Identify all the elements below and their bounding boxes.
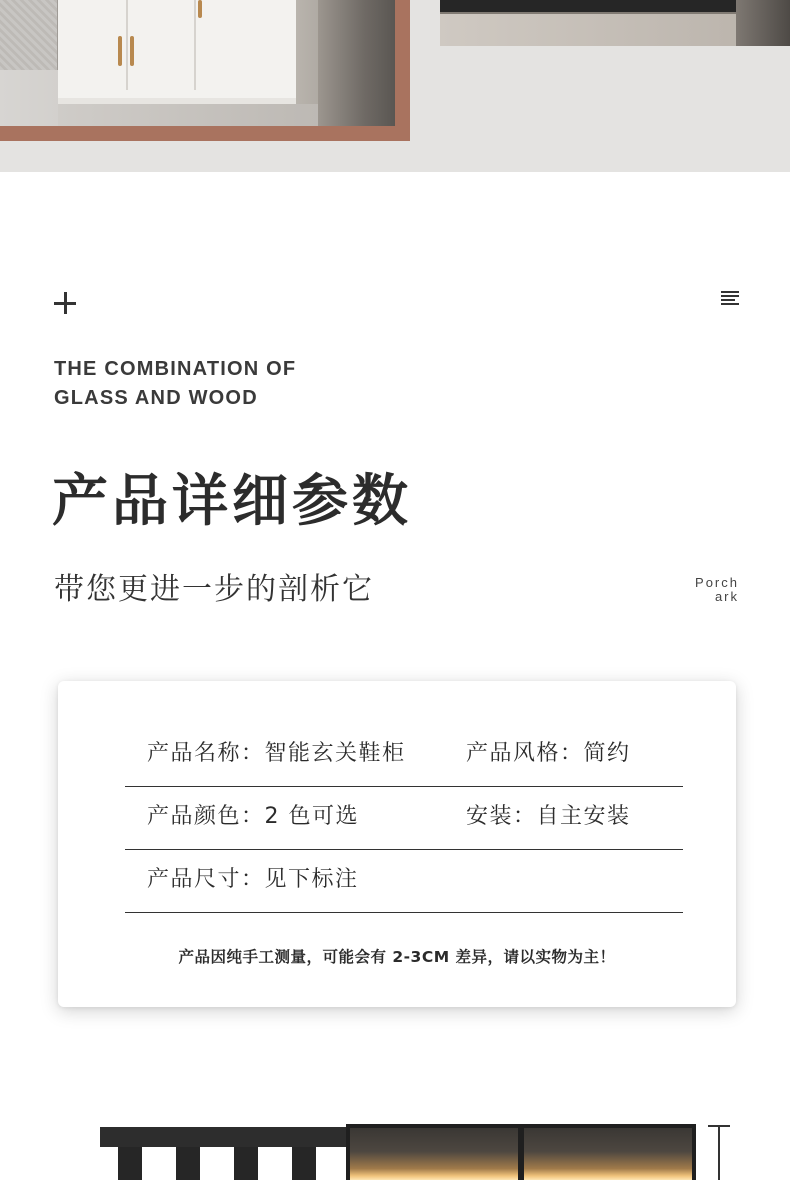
measurement-note: 产品因纯手工测量，可能会有 2-3CM 差异，请以实物为主！ bbox=[178, 948, 616, 966]
cabinet-photo-frame bbox=[0, 0, 410, 141]
side-label bbox=[619, 576, 739, 604]
plus-icon bbox=[54, 292, 76, 314]
spec-product-name: 产品名称：智能玄关鞋柜 bbox=[147, 741, 406, 766]
product-photo bbox=[100, 1124, 700, 1180]
page-subtitle: 带您更进一步的剖析它 bbox=[54, 572, 374, 607]
spec-installation: 安装：自主安装 bbox=[466, 804, 631, 829]
room-photo bbox=[440, 0, 790, 46]
english-heading-line-2: GLASS AND WOOD bbox=[54, 387, 258, 409]
spec-product-color: 产品颜色：2 色可选 bbox=[147, 804, 359, 829]
spec-row-3 bbox=[125, 850, 683, 913]
top-photo-band bbox=[0, 0, 790, 172]
shelf-image bbox=[100, 1127, 348, 1147]
english-heading-line-1: THE COMBINATION OF bbox=[54, 358, 297, 380]
dimension-line bbox=[718, 1126, 720, 1180]
cabinet-photo bbox=[0, 0, 395, 126]
spec-card bbox=[58, 681, 736, 1007]
spec-product-size: 产品尺寸：见下标注 bbox=[147, 867, 359, 892]
glass-cabinet-right-image bbox=[520, 1124, 696, 1180]
spec-product-style: 产品风格：简约 bbox=[466, 741, 631, 766]
side-label-line-2: ark bbox=[714, 589, 739, 604]
rug-image bbox=[0, 0, 60, 70]
spec-row-1 bbox=[125, 724, 683, 787]
page-title: 产品详细参数 bbox=[52, 469, 412, 534]
wall-panel-image bbox=[318, 0, 395, 126]
spec-row-2 bbox=[125, 787, 683, 850]
floor-image bbox=[58, 104, 318, 126]
english-heading bbox=[54, 355, 454, 413]
menu-icon bbox=[721, 291, 739, 305]
glass-cabinet-left-image bbox=[346, 1124, 522, 1180]
side-label-line-1: Porch bbox=[695, 575, 739, 590]
shoe-cabinet-image bbox=[58, 0, 296, 104]
